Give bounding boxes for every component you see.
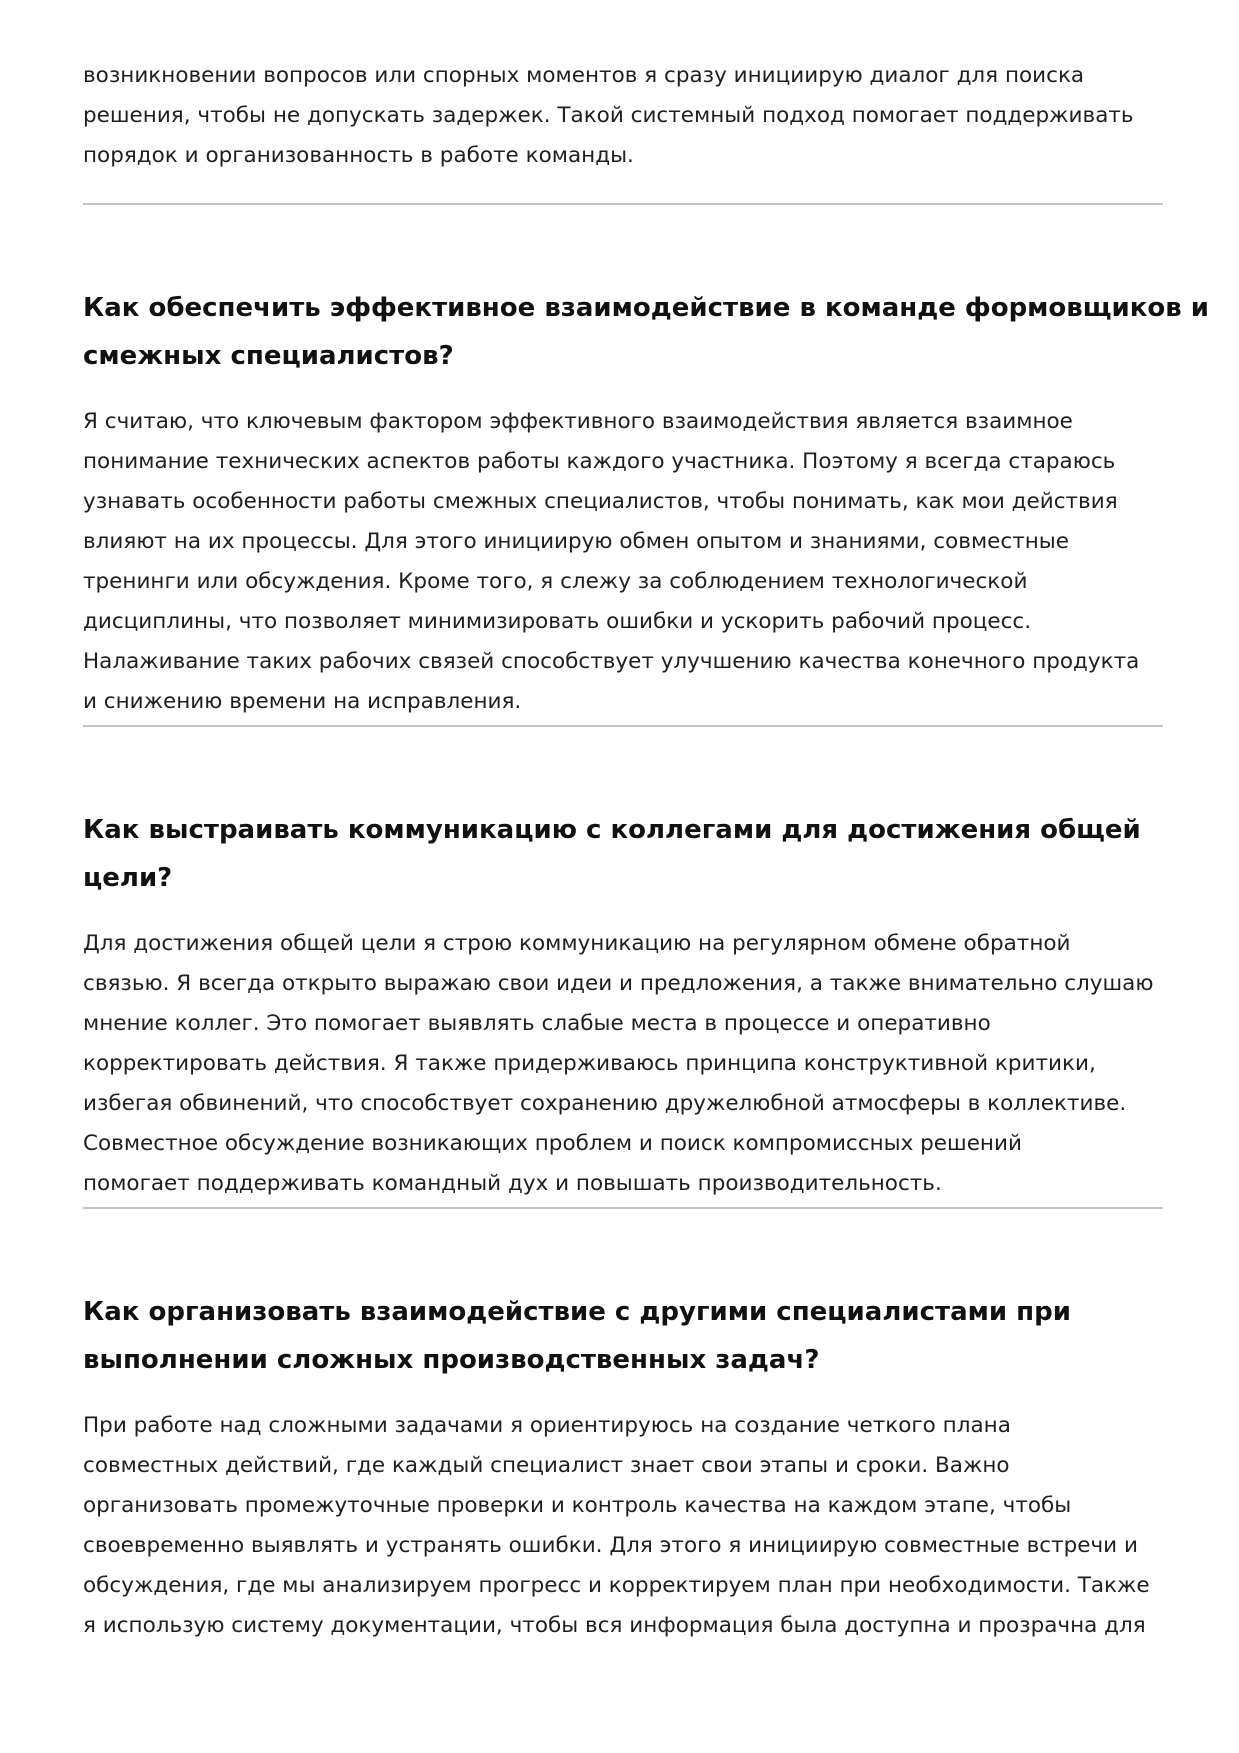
paragraph-line: порядок и организованность в работе команды.: [83, 143, 634, 168]
heading-line: выполнении сложных производственных задач?: [83, 1345, 820, 1375]
paragraph-line: Я считаю, что ключевым фактором эффективного взаимодействия является взаимное: [83, 409, 1073, 434]
qa-section-3: [83, 1288, 1163, 1646]
section-answer: [83, 924, 1163, 1204]
paragraph-line: совместных действий, где каждый специалист знает свои этапы и сроки. Важно: [83, 1453, 1010, 1478]
paragraph-line: корректировать действия. Я также придерживаюсь принципа конструктивной критики,: [83, 1051, 1096, 1076]
paragraph-line: тренинги или обсуждения. Кроме того, я слежу за соблюдением технологической: [83, 569, 1028, 594]
paragraph-line: При работе над сложными задачами я ориентируюсь на создание четкого плана: [83, 1413, 1011, 1438]
paragraph-line: избегая обвинений, что способствует сохранению дружелюбной атмосферы в коллективе.: [83, 1091, 1127, 1116]
section-heading: [83, 1288, 1163, 1384]
paragraph-line: понимание технических аспектов работы каждого участника. Поэтому я всегда стараюсь: [83, 449, 1116, 474]
section-heading: [83, 806, 1163, 902]
paragraph-line: мнение коллег. Это помогает выявлять слабые места в процессе и оперативно: [83, 1011, 991, 1036]
section-divider: [83, 1207, 1163, 1209]
section-heading: [83, 284, 1209, 380]
paragraph-line: дисциплины, что позволяет минимизировать ошибки и ускорить рабочий процесс.: [83, 609, 1032, 634]
paragraph-line: влияют на их процессы. Для этого инициирую обмен опытом и знаниями, совместные: [83, 529, 1069, 554]
paragraph-line: возникновении вопросов или спорных моментов я сразу инициирую диалог для поиска: [83, 63, 1085, 88]
paragraph-line: узнавать особенности работы смежных специалистов, чтобы понимать, как мои действия: [83, 489, 1118, 514]
section-divider: [83, 203, 1163, 205]
paragraph-line: Для достижения общей цели я строю коммуникацию на регулярном обмене обратной: [83, 931, 1071, 956]
paragraph-line: и снижению времени на исправления.: [83, 689, 522, 714]
heading-line: Как обеспечить эффективное взаимодействие в команде формовщиков и: [83, 293, 1209, 323]
intro-block: [83, 56, 1163, 176]
heading-line: Как организовать взаимодействие с другими специалистами при: [83, 1297, 1071, 1327]
paragraph-line: обсуждения, где мы анализируем прогресс и корректируем план при необходимости. Также: [83, 1573, 1150, 1598]
section-answer: [83, 402, 1163, 722]
paragraph-line: я использую систему документации, чтобы вся информация была доступна и прозрачна для: [83, 1613, 1146, 1638]
heading-line: Как выстраивать коммуникацию с коллегами для достижения общей: [83, 815, 1141, 845]
qa-section-2: [83, 806, 1163, 1204]
paragraph-line: помогает поддерживать командный дух и повышать производительность.: [83, 1171, 942, 1196]
paragraph-line: своевременно выявлять и устранять ошибки. Для этого я инициирую совместные встречи и: [83, 1533, 1138, 1558]
qa-section-1: [83, 284, 1209, 722]
heading-line: смежных специалистов?: [83, 341, 454, 371]
paragraph-line: организовать промежуточные проверки и контроль качества на каждом этапе, чтобы: [83, 1493, 1072, 1518]
paragraph-line: решения, чтобы не допускать задержек. Такой системный подход помогает поддерживать: [83, 103, 1134, 128]
paragraph-line: Совместное обсуждение возникающих проблем и поиск компромиссных решений: [83, 1131, 1022, 1156]
paragraph-line: связью. Я всегда открыто выражаю свои идеи и предложения, а также внимательно слушаю: [83, 971, 1154, 996]
section-answer: [83, 1406, 1163, 1646]
intro-paragraph: [83, 56, 1163, 176]
heading-line: цели?: [83, 863, 173, 893]
section-divider: [83, 725, 1163, 727]
paragraph-line: Налаживание таких рабочих связей способствует улучшению качества конечного продукта: [83, 649, 1140, 674]
